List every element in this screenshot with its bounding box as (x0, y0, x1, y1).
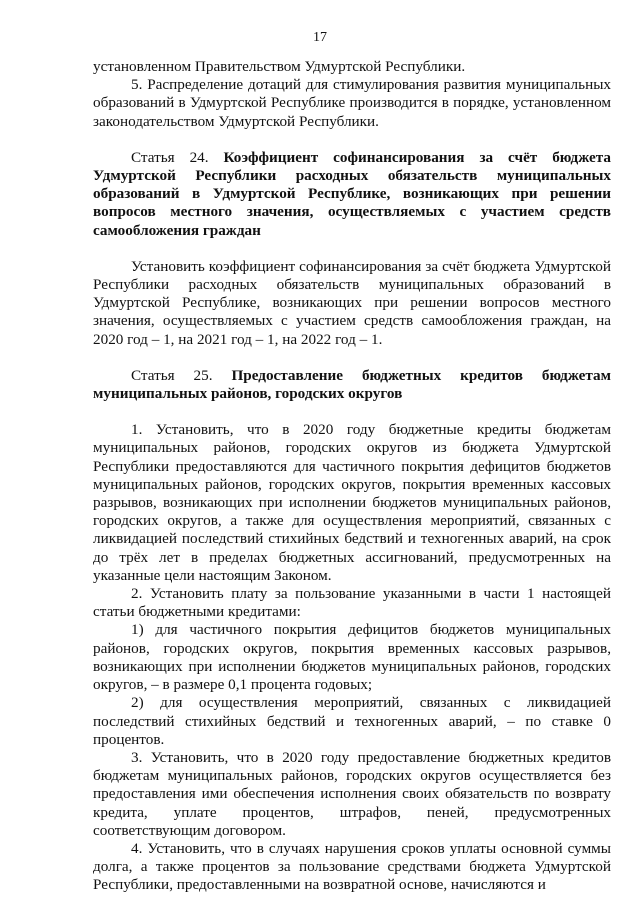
paragraph: 2. Установить плату за пользование указанными в части 1 настоящей статьи бюджетными кредитами: (93, 585, 611, 621)
paragraph: 4. Установить, что в случаях нарушения сроков уплаты основной суммы долга, а также процентов за пользование средствами бюджета Удмуртской Республики, предоставленными на возвратной основе, начисляются и (93, 839, 611, 894)
article-24-title: Коэффициент софинансирования за счёт бюджета Удмуртской Республики расходных обязательств муниципальных образований в Удмуртской Республике, возникающих при решении вопросов местного значения, осуществляемых с участием средств самообложения граждан (93, 148, 611, 239)
page-number: 17 (313, 30, 327, 45)
paragraph: 5. Распределение дотаций для стимулирования развития муниципальных образований в Удмуртской Республике производится в порядке, установленном законодательством Удмуртской Республики. (93, 76, 611, 130)
article-25-label: Статья 25. (131, 366, 213, 384)
paragraph: 1. Установить, что в 2020 году бюджетные кредиты бюджетам муниципальных районов, городских округов из бюджета Удмуртской Республики предоставляются для частичного покрытия дефицитов бюджетов муниципальных районов, городских округов, покрытия временных кассовых разрывов, возникающих при исполнении бюджетов муниципальных районов, городских округов, а также для осуществления мероприятий, связанных с ликвидацией последствий стихийных бедствий и техногенных аварий, на срок до трёх лет в пределах бюджетных ассигнований, предусмотренных на указанные цели настоящим Законом. (93, 421, 611, 584)
paragraph: 3. Установить, что в 2020 году предоставление бюджетных кредитов бюджетам муниципальных районов, городских округов осуществляется без предоставления ими обеспечения исполнения своих обязательств по возврату кредита, уплате процентов, штрафов, пеней, предусмотренных соответствующим договором. (93, 748, 611, 839)
paragraph: Установить коэффициент софинансирования за счёт бюджета Удмуртской Республики расходных обязательств муниципальных образований в Удмуртской Республике, возникающих при решении вопросов местного значения, осуществляемых с участием средств самообложения граждан, на 2020 год – 1, на 2021 год – 1, на 2022 год – 1. (93, 257, 611, 348)
article-25-heading (93, 367, 611, 403)
paragraph: 1) для частичного покрытия дефицитов бюджетов муниципальных районов, городских округов, покрытия временных кассовых разрывов, возникающих при исполнении бюджетов муниципальных районов, городских округов, – в размере 0,1 процента годовых; (93, 621, 611, 694)
article-24-heading (93, 149, 611, 240)
paragraph: 2) для осуществления мероприятий, связанных с ликвидацией последствий стихийных бедствий и техногенных аварий, – по ставке 0 процентов. (93, 694, 611, 748)
article-24-label: Статья 24. (131, 148, 209, 166)
article-25-title: Предоставление бюджетных кредитов бюджетам муниципальных районов, городских округов (93, 366, 611, 403)
paragraph: установленном Правительством Удмуртской Республики. (93, 58, 466, 75)
document-body (93, 58, 611, 895)
